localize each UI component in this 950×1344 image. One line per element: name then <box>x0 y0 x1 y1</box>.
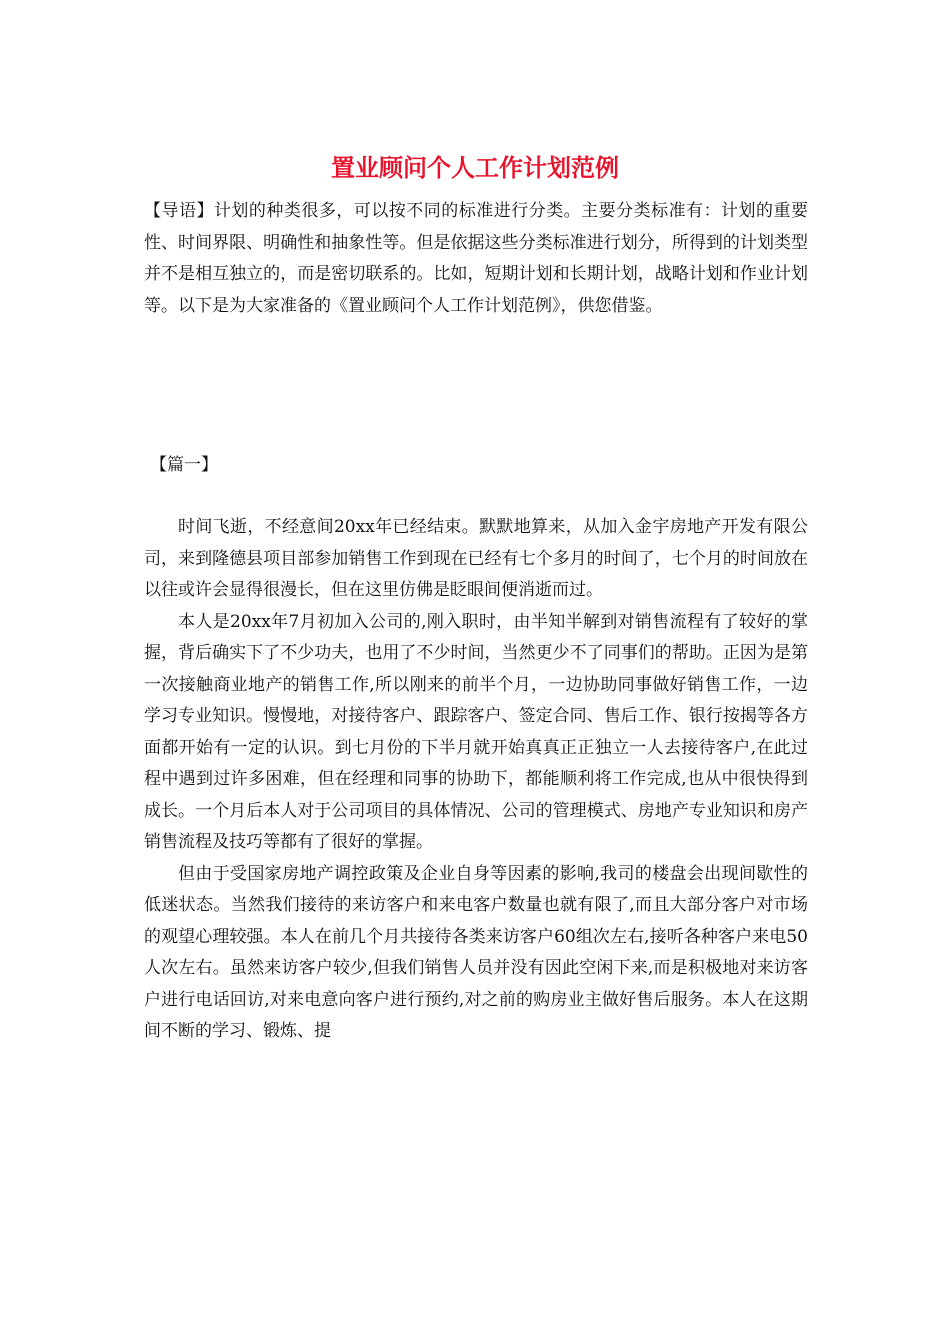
body-paragraph-3: 但由于受国家房地产调控政策及企业自身等因素的影响,我司的楼盘会出现间歇性的低迷状态。当然我们接待的来访客户和来电客户数量也就有限了,而且大部分客户对市场的观望心理较强。本人在前几个月共接待各类来访客户60组次左右,接听各种客户来电50人次左右。虽然来访客户较少,但我们销售人员并没有因此空闲下来,而是积极地对来访客户进行电话回访,对来电意向客户进行预约,对之前的购房业主做好售后服务。本人在这期间不断的学习、锻炼、提 <box>144 863 808 1041</box>
document-title: 置业顾问个人工作计划范例 <box>331 153 619 182</box>
body-paragraph-2: 本人是20xx年7月初加入公司的,刚入职时，由半知半解到对销售流程有了较好的掌握，背后确实下了不少功夫，也用了不少时间，当然更少不了同事们的帮助。正因为是第一次接触商业地产的销售工作,所以刚来的前半个月，一边协助同事做好销售工作，一边学习专业知识。慢慢地，对接待客户、跟踪客户、签定合同、售后工作、银行按揭等各方面都开始有一定的认识。到七月份的下半月就开始真真正正独立一人去接待客户,在此过程中遇到过许多困难，但在经理和同事的协助下，都能顺利将工作完成,也从中很快得到成长。一个月后本人对于公司项目的具体情况、公司的管理模式、房地产专业知识和房产销售流程及技巧等都有了很好的掌握。 <box>144 611 808 852</box>
intro-paragraph: 【导语】计划的种类很多，可以按不同的标准进行分类。主要分类标准有：计划的重要性、时间界限、明确性和抽象性等。但是依据这些分类标准进行划分，所得到的计划类型并不是相互独立的，而是密切联系的。比如，短期计划和长期计划，战略计划和作业计划等。以下是为大家准备的《置业顾问个人工作计划范例》，供您借鉴。 <box>144 201 808 316</box>
section-label: 【篇一】 <box>150 455 218 475</box>
body-paragraph-1: 时间飞逝，不经意间20xx年已经结束。默默地算来，从加入金宇房地产开发有限公司，来到隆德县项目部参加销售工作到现在已经有七个多月的时间了，七个月的时间放在以往或许会显得很漫长，但在这里仿佛是眨眼间便消逝而过。 <box>144 517 808 600</box>
body-text <box>144 512 808 1048</box>
